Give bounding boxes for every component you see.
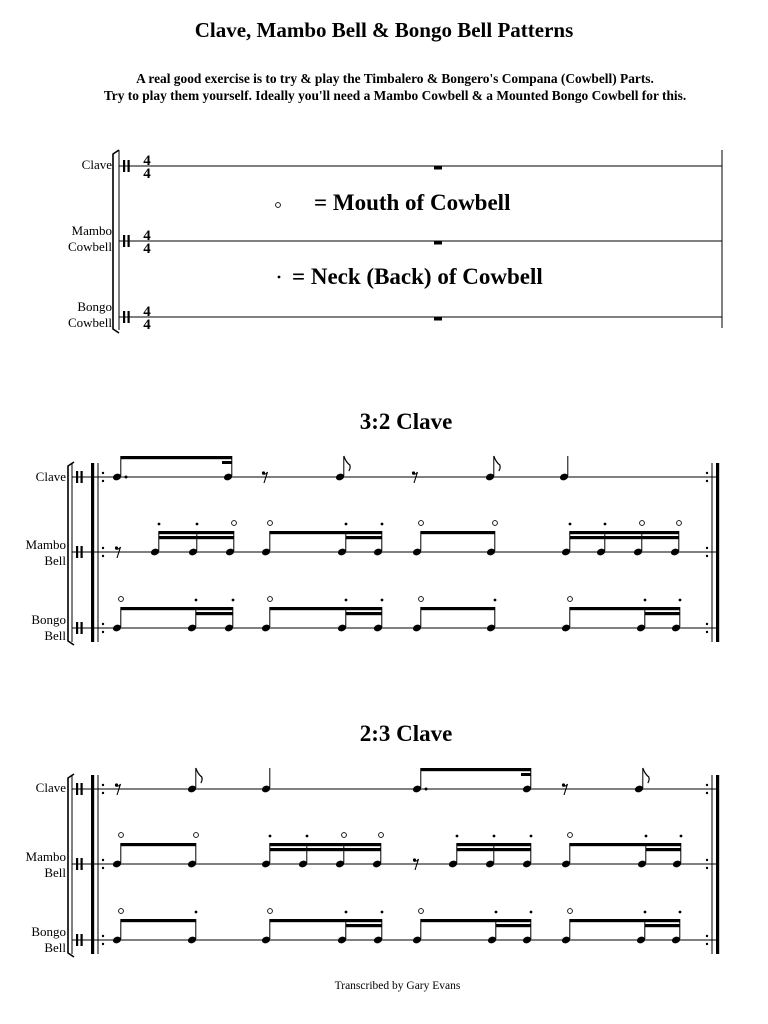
mouth-mark [268, 521, 273, 526]
percussion-clef [76, 934, 78, 946]
legend-mouth: = Mouth of Cowbell [314, 190, 511, 215]
time-signature: 4 [143, 153, 151, 169]
key-label-clave: Clave [81, 157, 112, 172]
beam [159, 531, 234, 534]
beam [270, 848, 381, 851]
key-label-mambo: Mambo Cowbell [67, 223, 112, 254]
neck-mark [645, 835, 648, 838]
repeat-dot [706, 943, 708, 945]
percussion-clef [81, 546, 83, 558]
percussion-clef [76, 471, 78, 483]
percussion-clef [123, 160, 125, 172]
beam [121, 919, 196, 922]
repeat-dot [706, 859, 708, 861]
neck-mark [680, 835, 683, 838]
repeat-bar [716, 775, 719, 954]
repeat-dot [706, 547, 708, 549]
beam [457, 848, 531, 851]
repeat-bar [91, 463, 94, 642]
neck-mark [381, 523, 384, 526]
mouth-mark [568, 909, 573, 914]
beam [346, 924, 382, 927]
repeat-dot [102, 547, 104, 549]
section-title-23: 2:3 Clave [359, 721, 453, 746]
time-signature: 4 [143, 166, 151, 182]
neck-mark [269, 835, 272, 838]
beam [121, 843, 196, 846]
intro-line-1: A real good exercise is to try & play the Timbalero & Bongero's Compana (Cowbell) Parts. [136, 71, 654, 86]
neck-mark [345, 599, 348, 602]
repeat-dot [706, 631, 708, 633]
section-title-32: 3:2 Clave [359, 409, 453, 434]
beam [645, 924, 680, 927]
percussion-clef [128, 235, 130, 247]
legend-neck: = Neck (Back) of Cowbell [292, 264, 543, 289]
beam [570, 531, 679, 534]
repeat-dot [102, 472, 104, 474]
beam [121, 456, 232, 459]
beam [346, 612, 382, 615]
mouth-mark [419, 909, 424, 914]
repeat-dot [102, 555, 104, 557]
key-label-bongo: Bongo Cowbell [67, 299, 112, 330]
beam [570, 536, 679, 539]
neck-mark [604, 523, 607, 526]
beam [496, 924, 531, 927]
mouth-mark [493, 521, 498, 526]
repeat-dot [102, 867, 104, 869]
percussion-clef [81, 783, 83, 795]
percussion-clef [76, 622, 78, 634]
note-flag [494, 456, 500, 471]
percussion-clef [123, 235, 125, 247]
mouth-mark [119, 909, 124, 914]
beam [121, 607, 233, 610]
page-title: Clave, Mambo Bell & Bongo Bell Patterns [194, 18, 574, 42]
repeat-dot [102, 859, 104, 861]
beam [457, 843, 531, 846]
neck-mark [195, 599, 198, 602]
whole-rest [434, 317, 442, 321]
percussion-clef [128, 160, 130, 172]
repeat-dot [706, 623, 708, 625]
mouth-mark [379, 833, 384, 838]
system-bracket [68, 462, 74, 645]
neck-mark [493, 835, 496, 838]
whole-rest [434, 166, 442, 170]
note-flag [643, 768, 649, 783]
system-bracket [113, 150, 119, 333]
neck-mark [195, 911, 198, 914]
mouth-mark [232, 521, 237, 526]
neck-mark [495, 911, 498, 914]
beam [645, 612, 680, 615]
beam [646, 848, 681, 851]
beam [421, 607, 495, 610]
system-bracket [68, 774, 74, 957]
repeat-dot [706, 555, 708, 557]
mouth-mark [342, 833, 347, 838]
neck-mark [494, 599, 497, 602]
beam [421, 531, 495, 534]
mouth-mark [568, 833, 573, 838]
percussion-clef [76, 858, 78, 870]
beam [270, 919, 382, 922]
neck-mark [569, 523, 572, 526]
augmentation-dot [425, 788, 428, 791]
repeat-dot [102, 480, 104, 482]
beam [196, 612, 233, 615]
time-signature: 4 [143, 304, 151, 320]
s2-label-clave: Clave [35, 780, 66, 795]
credit: Transcribed by Gary Evans [334, 980, 461, 992]
mouth-mark [677, 521, 682, 526]
neck-mark [158, 523, 161, 526]
beam [570, 919, 680, 922]
s2-label-bongo: Bongo Bell [31, 924, 66, 955]
mouth-mark [419, 597, 424, 602]
percussion-clef [123, 311, 125, 323]
repeat-bar [91, 775, 94, 954]
beam [421, 919, 531, 922]
beam [521, 773, 531, 776]
s1-label-clave: Clave [35, 469, 66, 484]
percussion-clef [128, 311, 130, 323]
s2-label-mambo: Mambo Bell [25, 849, 66, 880]
percussion-clef [81, 471, 83, 483]
mouth-mark [119, 597, 124, 602]
beam [159, 536, 234, 539]
percussion-clef [81, 858, 83, 870]
neck-mark [345, 911, 348, 914]
time-signature: 4 [143, 241, 151, 257]
beam [270, 531, 382, 534]
neck-mark [679, 599, 682, 602]
repeat-dot [102, 784, 104, 786]
beam [222, 461, 232, 464]
beam [421, 768, 531, 771]
neck-mark [530, 835, 533, 838]
neck-mark [345, 523, 348, 526]
repeat-dot [102, 943, 104, 945]
beam [270, 607, 382, 610]
percussion-clef [81, 622, 83, 634]
time-signature: 4 [143, 317, 151, 333]
beam [270, 843, 381, 846]
note-flag [196, 768, 202, 783]
neck-mark [306, 835, 309, 838]
neck-mark [679, 911, 682, 914]
neck-mark [196, 523, 199, 526]
repeat-dot [706, 472, 708, 474]
neck-mark [644, 599, 647, 602]
beam [570, 607, 680, 610]
neck-mark [232, 599, 235, 602]
s1-label-mambo: Mambo Bell [25, 537, 66, 568]
mouth-mark [194, 833, 199, 838]
mouth-mark [568, 597, 573, 602]
repeat-dot [706, 935, 708, 937]
neck-mark [381, 911, 384, 914]
repeat-dot [102, 792, 104, 794]
repeat-dot [102, 631, 104, 633]
repeat-dot [706, 792, 708, 794]
mouth-mark [419, 521, 424, 526]
note-flag [344, 456, 350, 471]
percussion-clef [81, 934, 83, 946]
s1-label-bongo: Bongo Bell [31, 612, 66, 643]
percussion-clef [76, 546, 78, 558]
repeat-dot [706, 784, 708, 786]
repeat-dot [102, 935, 104, 937]
whole-rest [434, 241, 442, 245]
mouth-mark [640, 521, 645, 526]
augmentation-dot [125, 476, 128, 479]
beam [346, 536, 382, 539]
percussion-clef [76, 783, 78, 795]
repeat-dot [706, 867, 708, 869]
time-signature: 4 [143, 228, 151, 244]
neck-mark [456, 835, 459, 838]
mouth-mark [119, 833, 124, 838]
neck-mark [278, 276, 281, 279]
neck-mark [644, 911, 647, 914]
mouth-mark [276, 203, 281, 208]
repeat-bar [716, 463, 719, 642]
repeat-dot [706, 480, 708, 482]
neck-mark [381, 599, 384, 602]
mouth-mark [268, 597, 273, 602]
mouth-mark [268, 909, 273, 914]
neck-mark [530, 911, 533, 914]
repeat-dot [102, 623, 104, 625]
intro-line-2: Try to play them yourself. Ideally you'll need a Mambo Cowbell & a Mounted Bongo Cowbell for this. [103, 88, 687, 103]
beam [570, 843, 681, 846]
